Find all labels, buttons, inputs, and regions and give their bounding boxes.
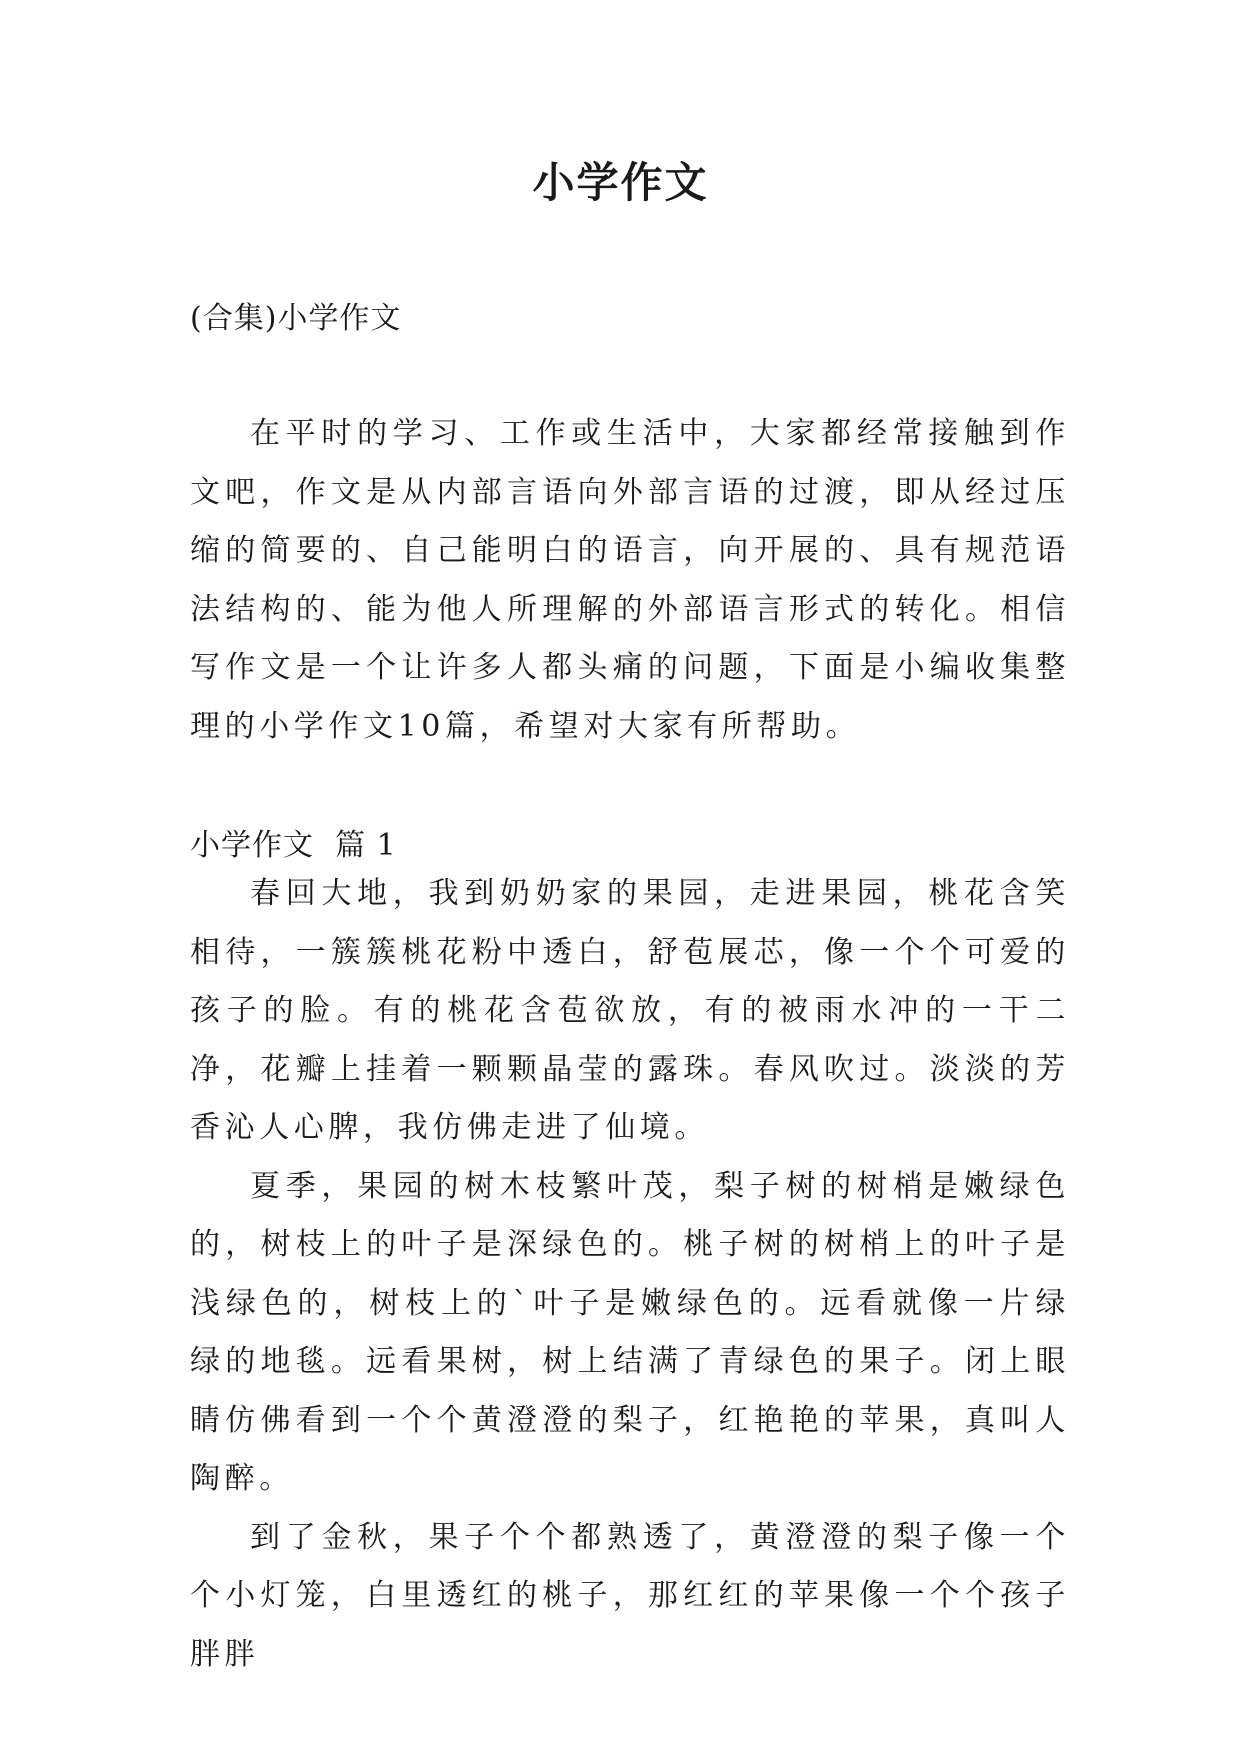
document-title: 小学作文 (532, 158, 709, 207)
essay-heading: 小学作文 篇 1 (190, 828, 397, 863)
essay-paragraph-summer: 夏季，果园的树木枝繁叶茂，梨子树的树梢是嫩绿色的，树枝上的叶子是深绿色的。桃子树的树梢上的叶子是浅绿色的，树枝上的`叶子是嫩绿色的。远看就像一片绿绿的地毯。远看果树，树上结满了青绿色的果子。闭上眼睛仿佛看到一个个黄澄澄的梨子，红艳艳的苹果，真叫人陶醉。 (190, 1168, 1070, 1496)
essay-paragraph-autumn: 到了金秋，果子个个都熟透了，黄澄澄的梨子像一个个小灯笼，白里透红的桃子，那红红的苹果像一个个孩子胖胖 (190, 1519, 1070, 1672)
intro-paragraph: 在平时的学习、工作或生活中，大家都经常接触到作文吧，作文是从内部言语向外部言语的过渡，即从经过压缩的简要的、自己能明白的语言，向开展的、具有规范语法结构的、能为他人所理解的外部语言形式的转化。相信写作文是一个让许多人都头痛的问题，下面是小编收集整理的小学作文10篇，希望对大家有所帮助。 (190, 416, 1070, 744)
collection-subtitle: (合集)小学作文 (190, 301, 402, 336)
intro-section (190, 405, 1070, 756)
essay-paragraph-spring: 春回大地，我到奶奶家的果园，走进果园，桃花含笑相待，一簇簇桃花粉中透白，舒苞展芯，像一个个可爱的孩子的脸。有的桃花含苞欲放，有的被雨水冲的一干二净，花瓣上挂着一颗颗晶莹的露珠。春风吹过。淡淡的芳香沁人心脾，我仿佛走进了仙境。 (190, 876, 1070, 1145)
essay-body (190, 865, 1070, 1684)
